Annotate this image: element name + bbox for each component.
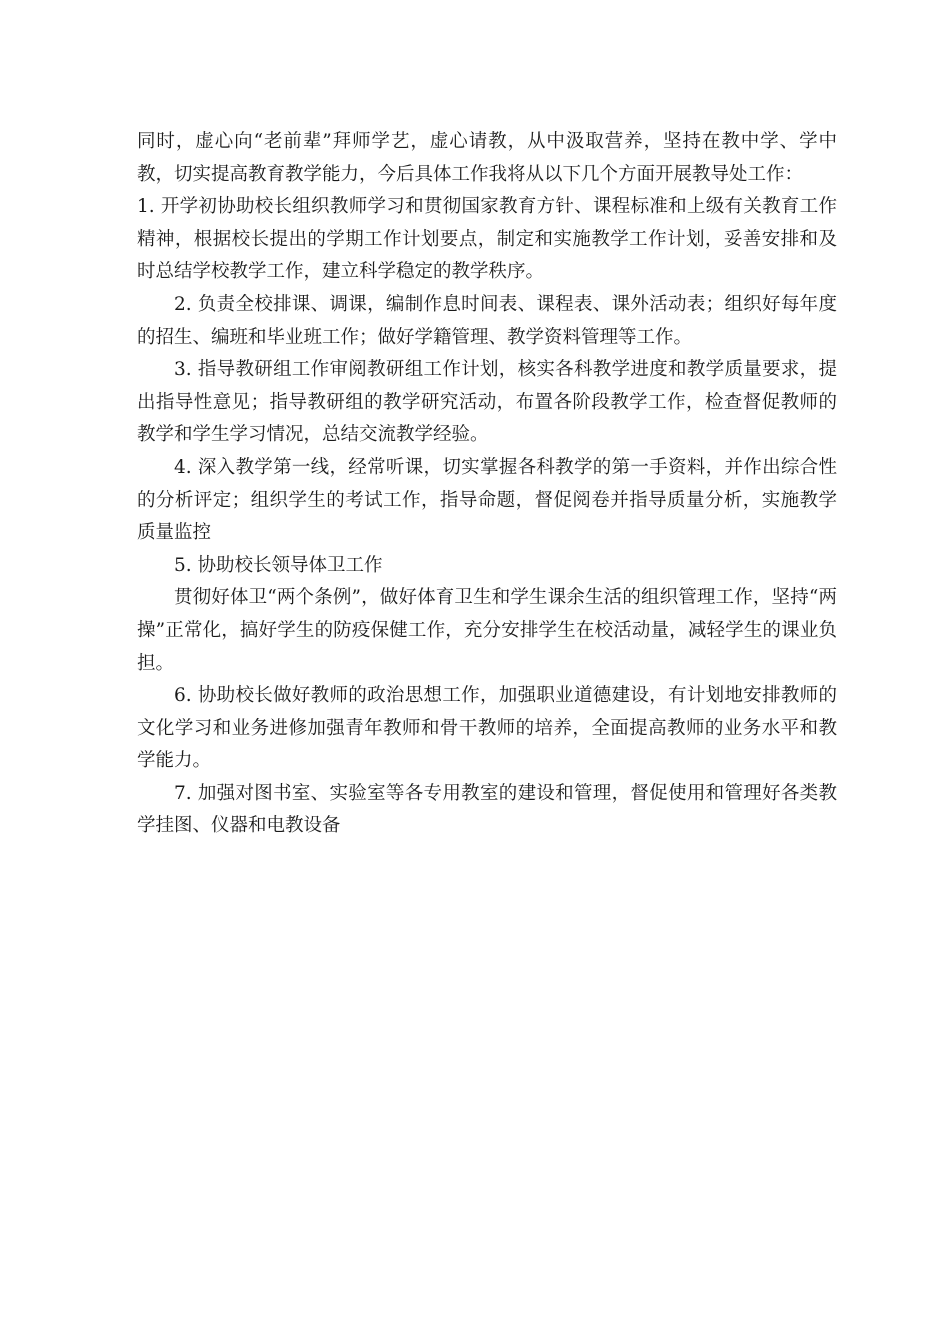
paragraph-item-7: 7. 加强对图书室、实验室等各专用教室的建设和管理，督促使用和管理好各类教学挂图、仪器和电教设备 bbox=[137, 782, 837, 837]
paragraph-item-5-body: 贯彻好体卫“两个条例”，做好体育卫生和学生课余生活的组织管理工作，坚持“两操”正常化，搞好学生的防疫保健工作，充分安排学生在校活动量，减轻学生的课业负担。 bbox=[137, 587, 837, 674]
document-body bbox=[137, 126, 837, 843]
paragraph-item-4: 4. 深入教学第一线，经常听课，切实掌握各科教学的第一手资料，并作出综合性的分析评定；组织学生的考试工作，指导命题，督促阅卷并指导质量分析，实施教学质量监控 bbox=[137, 456, 837, 544]
paragraph-item-3: 3. 指导教研组工作审阅教研组工作计划，核实各科教学进度和教学质量要求，提出指导性意见；指导教研组的教学研究活动，布置各阶段教学工作，检查督促教师的教学和学生学习情况，总结交流教学经验。 bbox=[137, 359, 837, 446]
paragraph-item-2: 2. 负责全校排课、调课，编制作息时间表、课程表、课外活动表；组织好每年度的招生、编班和毕业班工作；做好学籍管理、教学资料管理等工作。 bbox=[137, 293, 837, 348]
paragraph-item-6: 6. 协助校长做好教师的政治思想工作，加强职业道德建设，有计划地安排教师的文化学习和业务进修加强青年教师和骨干教师的培养，全面提高教师的业务水平和教学能力。 bbox=[137, 685, 837, 772]
paragraph-item-5-heading: 5. 协助校长领导体卫工作 bbox=[174, 554, 383, 576]
paragraph-intro: 同时，虚心向“老前辈”拜师学艺，虚心请教，从中汲取营养，坚持在教中学、学中教，切实提高教育教学能力，今后具体工作我将从以下几个方面开展教导处工作： bbox=[137, 131, 837, 185]
paragraph-item-1: 1. 开学初协助校长组织教师学习和贯彻国家教育方针、课程标准和上级有关教育工作精神，根据校长提出的学期工作计划要点，制定和实施教学工作计划，妥善安排和及时总结学校教学工作，建立科学稳定的教学秩序。 bbox=[137, 196, 837, 283]
